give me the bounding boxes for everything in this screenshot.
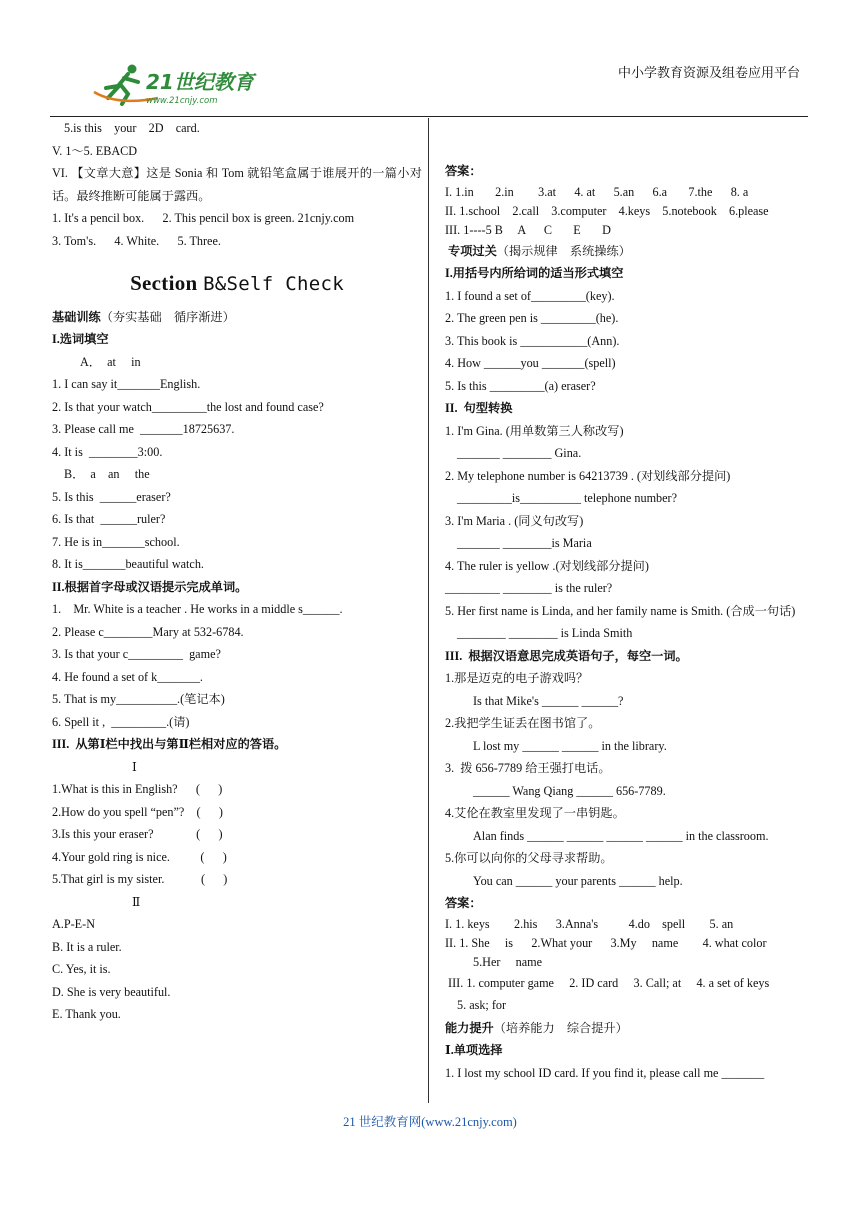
right-exercise-line: 5.Her name <box>473 954 543 969</box>
left-exercise-line: 2. Is that your watch_________the lost and found case? <box>52 399 324 414</box>
left-exercise-line: 4.Your gold ring is nice. ( ) <box>52 849 227 864</box>
right-exercise-line: I. 1. keys 2.his 3.Anna's 4.do spell 5. an <box>445 916 734 931</box>
right-exercise-line: 2. My telephone number is 64213739 . (对划线部分提问) <box>445 468 731 483</box>
left-exercise-line: 1.What is this in English? ( ) <box>52 782 223 796</box>
left-exercise-line: 1. I can say it_______English. <box>52 377 201 391</box>
left-exercise-line: Ⅰ <box>132 759 137 774</box>
section-title <box>52 272 422 296</box>
right-exercise-line: 专项过关（揭示规律 系统操练） <box>445 243 631 258</box>
section-title-word: Section <box>130 271 198 295</box>
right-exercise-line: 5. ask; for <box>457 998 507 1012</box>
left-exercise-line: 4. He found a set of k_______. <box>52 669 203 684</box>
right-exercise-line: II. 1.school 2.call 3.computer 4.keys 5.notebook 6.please <box>445 203 769 218</box>
right-exercise-line: _______ ________ Gina. <box>457 446 582 460</box>
left-answers <box>52 117 422 252</box>
right-exercise-line: 能力提升（培养能力 综合提升） <box>445 1020 628 1035</box>
footer-site-link[interactable]: 21 世纪教育网(www.21cnjy.com) <box>343 1115 517 1129</box>
right-exercise-line: 4. The ruler is yellow .(对划线部分提问) <box>445 558 649 573</box>
right-column <box>445 160 810 1084</box>
left-exercise-line: Ⅱ <box>132 894 141 909</box>
left-exercise-line: 1. Mr. White is a teacher . He works in a middle s______. <box>52 602 343 616</box>
right-exercise-line: 3. This book is ___________(Ann). <box>445 333 620 348</box>
logo-text: 21世纪教育 <box>146 70 254 94</box>
right-exercise-line: 1. I found a set of_________(key). <box>445 288 615 303</box>
right-exercise-line: L lost my ______ ______ in the library. <box>473 738 667 753</box>
right-exercise-line: 2. The green pen is _________(he). <box>445 311 619 325</box>
right-exercise-line: II. 1. She is 2.What your 3.My name 4. what color <box>445 935 767 950</box>
right-exercise-line: 1.那是迈克的电子游戏吗？ <box>445 671 589 685</box>
left-exercise-line: A． at in <box>80 354 141 369</box>
right-exercise-line: ________ ________ is Linda Smith <box>457 626 633 640</box>
left-column <box>52 117 422 1026</box>
left-exercise-line: D. She is very beautiful. <box>52 984 171 999</box>
left-exercise-line: 基础训练（夯实基础 循序渐进） <box>52 309 235 324</box>
right-exercise-line: _______ ________is Maria <box>457 536 592 550</box>
right-exercise-line: 3. I'm Maria . (同义句改写) <box>445 513 584 528</box>
section-title-name: B&Self Check <box>203 273 344 295</box>
left-exercise-line: 3. Please call me _______18725637. <box>52 422 235 436</box>
left-answer-line: 5.is this your 2D card. <box>64 121 200 135</box>
column-divider <box>428 118 429 1103</box>
left-exercise-line: 5. Is this ______eraser? <box>52 489 171 504</box>
left-exercise-line: II.根据首字母或汉语提示完成单词。 <box>52 579 248 594</box>
right-exercise-line: 2.我把学生证丢在图书馆了。 <box>445 716 601 730</box>
right-exercise-line: 4. How ______you _______(spell) <box>445 356 616 370</box>
right-exercise-line: III. 根据汉语意思完成英语句子，每空一词。 <box>445 648 688 663</box>
right-exercise-line: 4.艾伦在教室里发现了一串钥匙。 <box>445 806 625 820</box>
right-exercise-line: II. 句型转换 <box>445 401 513 415</box>
left-exercises <box>52 306 422 1026</box>
right-exercise-line: 答案： <box>445 896 482 910</box>
left-exercise-line: 3. Is that your c_________ game? <box>52 647 221 661</box>
header-platform-text: 中小学教育资源及组卷应用平台 <box>617 65 800 80</box>
right-exercise-line: You can ______ your parents ______ help. <box>473 873 683 888</box>
right-exercise-line: ______ Wang Qiang ______ 656-7789. <box>473 783 666 798</box>
left-exercise-line: 4. It is ________3:00. <box>52 444 163 459</box>
left-exercise-line: 2. Please c________Mary at 532-6784. <box>52 624 244 639</box>
left-exercise-line: E. Thank you. <box>52 1007 121 1021</box>
left-exercise-line: 5.That girl is my sister. ( ) <box>52 872 228 886</box>
left-exercise-line: 3.Is this your eraser? ( ) <box>52 827 223 841</box>
left-exercise-line: I.选词填空 <box>52 332 109 346</box>
right-exercise-line: 1. I'm Gina. (用单数第三人称改写) <box>445 423 624 438</box>
logo-url: www.21cnjy.com <box>146 96 218 106</box>
right-exercise-line: III. 1----5 B A C E D <box>445 222 611 237</box>
right-exercise-line: 5.你可以向你的父母寻求帮助。 <box>445 851 613 865</box>
left-answer-line: VI. 【文章大意】这是 Sonia 和 Tom 就铅笔盒属于谁展开的一篇小对话。最终推断可能属于露西。 <box>52 166 422 203</box>
left-exercise-line: A.P-E-N <box>52 917 95 931</box>
right-exercise-line: 1. I lost my school ID card. If you find it, please call me _______ <box>445 1065 765 1080</box>
right-exercise-line: _________ ________ is the ruler? <box>445 581 613 595</box>
left-exercise-line: 5. That is my__________.(笔记本) <box>52 692 225 706</box>
right-exercise-line: _________is__________ telephone number? <box>457 491 678 505</box>
right-exercise-line: 答案： <box>445 164 482 178</box>
left-exercise-line: B. It is a ruler. <box>52 939 122 954</box>
right-exercise-line: 3. 拨 656-7789 给王强打电话。 <box>445 761 611 775</box>
right-exercise-line: I.用括号内所给词的适当形式填空 <box>445 266 624 280</box>
right-exercise-line: 5. Is this _________(a) eraser? <box>445 378 596 393</box>
left-exercise-line: 2.How do you spell “pen”? ( ) <box>52 804 223 819</box>
left-answer-line: V. 1～5. EBACD <box>52 143 138 158</box>
left-answer-line: 3. Tom's. 4. White. 5. Three. <box>52 233 221 248</box>
left-exercise-line: C. Yes, it is. <box>52 962 111 976</box>
left-exercise-line: 8. It is_______beautiful watch. <box>52 557 204 571</box>
left-exercise-line: III. 从第Ⅰ栏中找出与第Ⅱ栏相对应的答语。 <box>52 737 287 751</box>
site-logo <box>88 62 263 108</box>
left-exercise-line: 7. He is in_______school. <box>52 534 180 549</box>
left-answer-line: 1. It's a pencil box. 2. This pencil box is green. 21cnjy.com <box>52 211 355 225</box>
left-exercise-line: 6. Spell it , _________.(请) <box>52 714 190 729</box>
right-exercise-line: I. 1.in 2.in 3.at 4. at 5.an 6.a 7.the 8. a <box>445 184 749 199</box>
left-exercise-line: B． a an the <box>64 467 150 481</box>
right-exercise-line: III. 1. computer game 2. ID card 3. Call; at 4. a set of keys <box>445 975 770 990</box>
right-exercise-line: 5. Her first name is Linda, and her family name is Smith. (合成一句话) <box>445 603 796 618</box>
left-exercise-line: 6. Is that ______ruler? <box>52 512 166 526</box>
right-exercise-line: Ⅰ.单项选择 <box>445 1043 503 1057</box>
right-exercise-line: Is that Mike's ______ ______? <box>473 693 624 708</box>
right-exercises <box>445 160 810 1084</box>
right-exercise-line: Alan finds ______ ______ ______ ______ in the classroom. <box>473 828 769 843</box>
